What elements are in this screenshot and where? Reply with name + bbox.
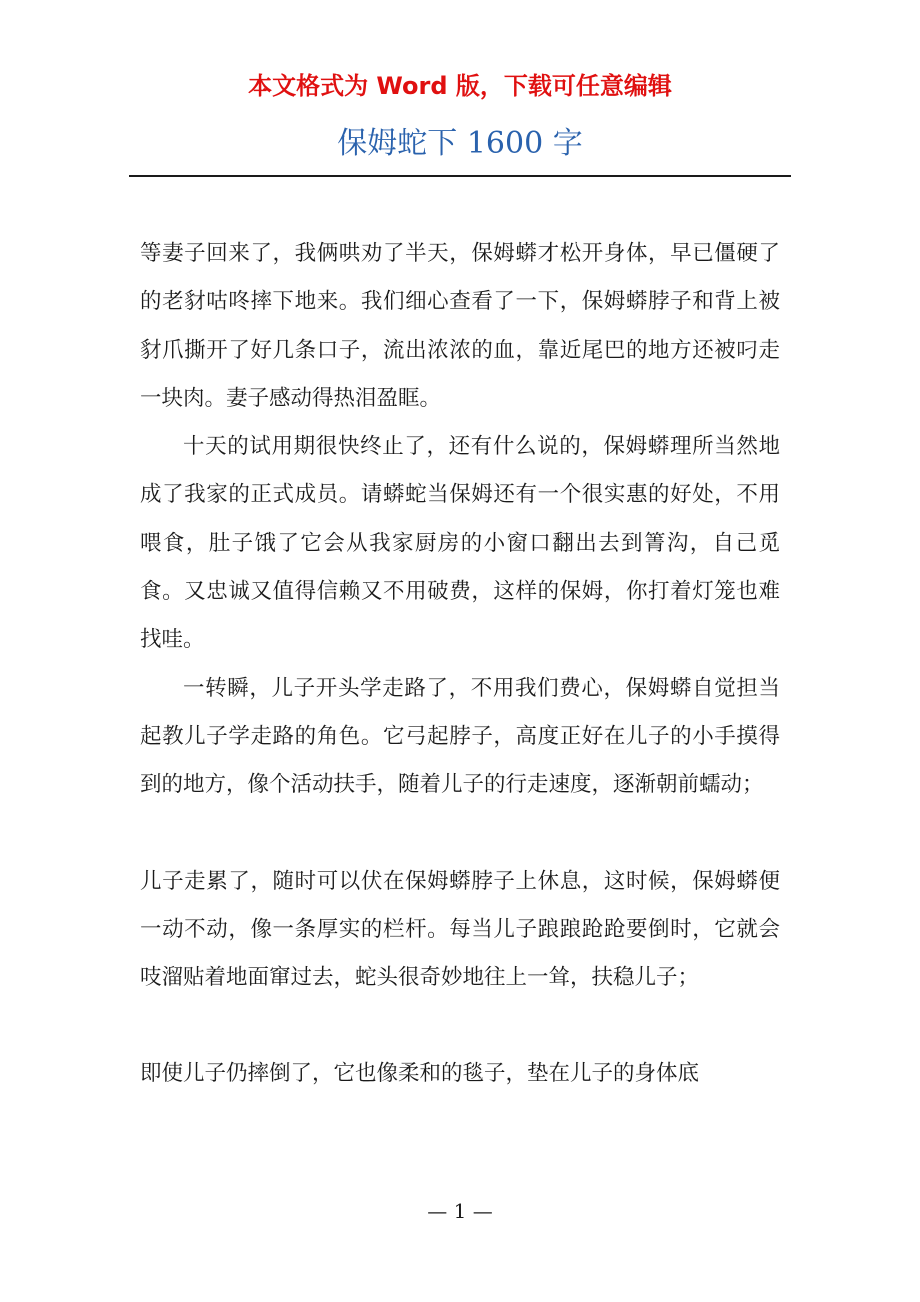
download-banner: 本文格式为 Word 版，下载可任意编辑	[248, 72, 672, 100]
paragraph-1: 等妻子回来了，我俩哄劝了半天，保姆蟒才松开身体，早已僵硬了的老豺咕咚摔下地来。我们细心查看了一下，保姆蟒脖子和背上被豺爪撕开了好几条口子，流出浓浓的血，靠近尾巴的地方还被叼走一块肉。妻子感动得热泪盈眶。	[140, 241, 780, 411]
paragraph-2: 十天的试用期很快终止了，还有什么说的，保姆蟒理所当然地成了我家的正式成员。请蟒蛇当保姆还有一个很实惠的好处，不用喂食，肚子饿了它会从我家厨房的小窗口翻出去到箐沟，自己觅食。又忠诚又值得信赖又不用破费，这样的保姆，你打着灯笼也难找哇。	[140, 434, 780, 653]
paragraph-5: 即使儿子仍摔倒了，它也像柔和的毯子，垫在儿子的身体底	[140, 1061, 700, 1087]
page-number: — 1 —	[427, 1199, 493, 1223]
document-title: 保姆蛇下 1600 字	[337, 126, 583, 161]
title-divider	[129, 175, 791, 177]
document-body	[140, 230, 780, 1099]
paragraph-3: 一转瞬，儿子开头学走路了，不用我们费心，保姆蟒自觉担当起教儿子学走路的角色。它弓起脖子，高度正好在儿子的小手摸得到的地方，像个活动扶手，随着儿子的行走速度，逐渐朝前蠕动；	[140, 675, 780, 798]
paragraph-4: 儿子走累了，随时可以伏在保姆蟒脖子上休息，这时候，保姆蟒便一动不动，像一条厚实的栏杆。每当儿子踉踉跄跄要倒时，它就会吱溜贴着地面窜过去，蛇头很奇妙地往上一耸，扶稳儿子；	[140, 868, 780, 991]
